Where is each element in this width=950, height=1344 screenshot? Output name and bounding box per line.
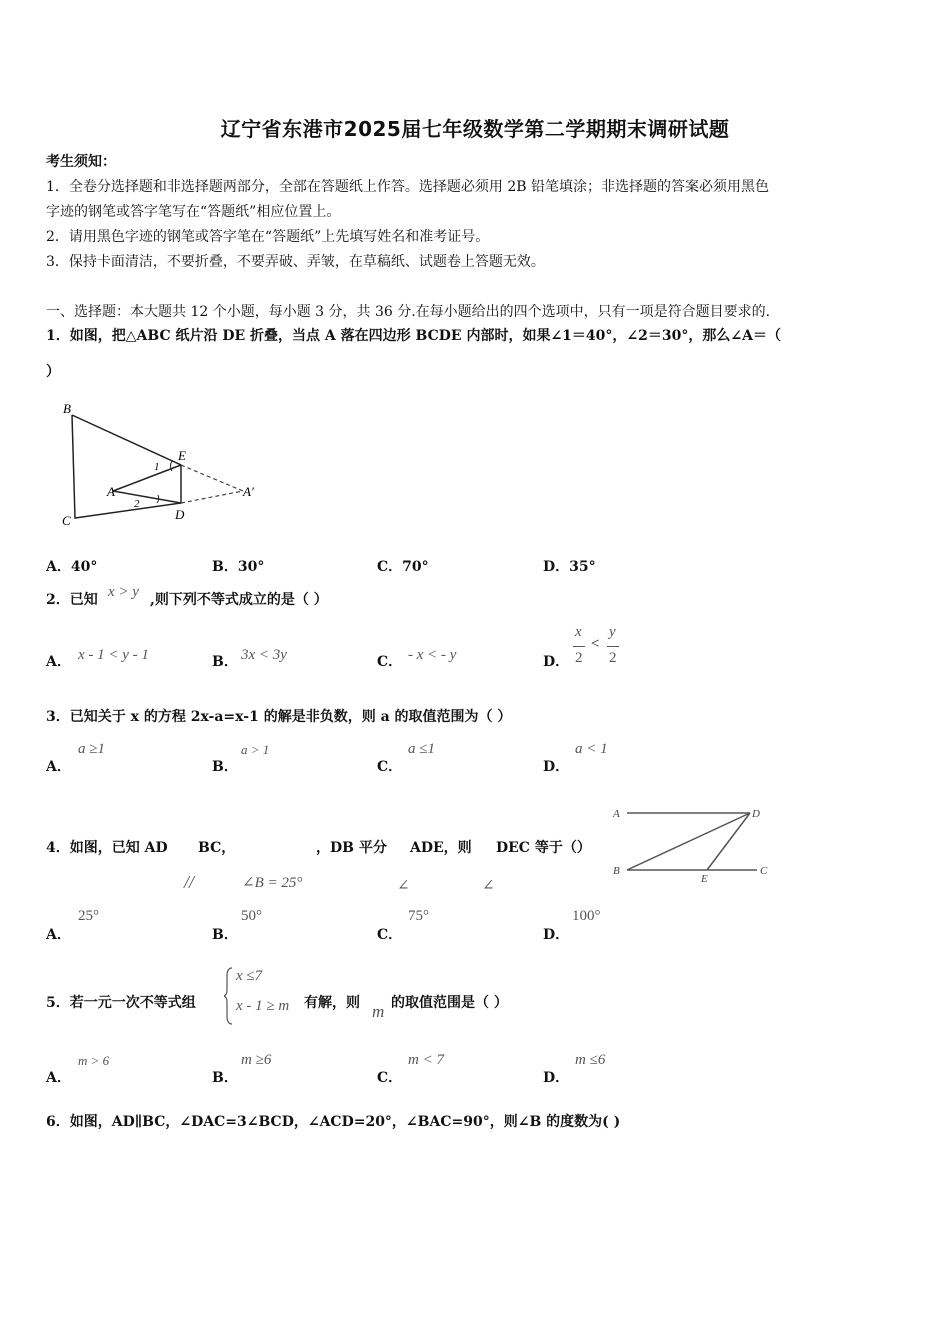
q2-d-bar1 <box>573 646 585 647</box>
q4-angle-sym-2: ∠ <box>482 878 495 894</box>
q4-parallel-symbol: // <box>184 872 195 892</box>
q3-option-c[interactable]: C． <box>377 759 403 775</box>
q1-label-a: A <box>107 484 115 499</box>
notice-line-3: 3．保持卡面清洁，不要折叠，不要弄破、弄皱，在草稿纸、试题卷上答题无效。 <box>46 254 545 270</box>
q1-label-1: 1 <box>154 461 160 473</box>
q5-option-c-math: m < 7 <box>408 1052 444 1068</box>
q4-part2: BC， <box>198 840 236 856</box>
q2-option-b[interactable]: B． <box>212 654 238 670</box>
q1-side-ad <box>113 491 181 503</box>
q2-option-a-math: x - 1 < y - 1 <box>78 647 149 663</box>
q1-label-a-prime: A′ <box>243 484 254 499</box>
q5-option-a[interactable]: A． <box>46 1070 71 1086</box>
q2-d-num2: y <box>609 624 616 640</box>
q1-label-b: B <box>63 401 71 416</box>
q3-option-a[interactable]: A． <box>46 759 71 775</box>
q1-text: 1．如图，把△ABC 纸片沿 DE 折叠，当点 A 落在四边形 BCDE 内部时，如果∠1＝40°，∠2＝30°，那么∠A＝（ <box>46 328 781 344</box>
q3-option-d[interactable]: D． <box>543 759 570 775</box>
q5-mid: 有解，则 <box>304 995 360 1011</box>
q5-brace <box>224 966 234 1026</box>
q1-label-2: 2 <box>134 498 140 510</box>
q4-part1: 4．如图，已知 AD <box>46 840 168 856</box>
q3-option-c-math: a ≤1 <box>408 741 435 757</box>
q2-d-bar2 <box>607 646 619 647</box>
q1-close: ） <box>46 364 60 380</box>
q1-label-e: E <box>178 448 186 463</box>
q1-dash-ea <box>181 465 243 491</box>
q2-d-rel: < <box>591 636 600 652</box>
notice-heading: 考生须知： <box>46 154 116 170</box>
q4-option-b-math: 50° <box>241 908 262 924</box>
q5-option-a-math: m > 6 <box>78 1053 110 1068</box>
q5-post: 的取值范围是（ ） <box>391 995 508 1011</box>
section-heading: 一、选择题：本大题共 12 个小题，每小题 3 分，共 36 分.在每小题给出的四个选项中，只有一项是符合题目要求的. <box>46 304 771 320</box>
q4-label-d: D <box>752 808 760 820</box>
q3-option-b-math: a > 1 <box>241 742 270 757</box>
q5-option-c[interactable]: C． <box>377 1070 403 1086</box>
notice-line-1a: 1．全卷分选择题和非选择题两部分，全部在答题纸上作答。选择题必须用 2B 铅笔填涂；非选择题的答案必须用黑色 <box>46 179 769 195</box>
q4-option-c[interactable]: C． <box>377 927 403 943</box>
q4-option-a-math: 25° <box>78 908 99 924</box>
q5-option-d-math: m ≤6 <box>575 1052 606 1068</box>
q1-option-a[interactable]: A．40° <box>46 559 98 575</box>
q1-angle1-arc <box>170 461 172 471</box>
q5-option-b-math: m ≥6 <box>241 1052 272 1068</box>
q4-option-a[interactable]: A． <box>46 927 71 943</box>
q1-option-c[interactable]: C．70° <box>377 559 429 575</box>
q3-option-a-math: a ≥1 <box>78 741 105 757</box>
q5-option-d[interactable]: D． <box>543 1070 570 1086</box>
q1-label-d: D <box>175 507 185 522</box>
q4-label-e: E <box>701 873 708 885</box>
q4-label-c: C <box>760 865 768 877</box>
q3-option-b[interactable]: B． <box>212 759 238 775</box>
q1-option-d[interactable]: D．35° <box>543 559 596 575</box>
q4-line-de <box>707 813 750 870</box>
q2-option-a[interactable]: A． <box>46 654 71 670</box>
q4-option-b[interactable]: B． <box>212 927 238 943</box>
q4-label-a: A <box>613 808 620 820</box>
q4-option-d-math: 100° <box>572 908 601 924</box>
q4-angle-b: ∠B = 25° <box>242 875 303 891</box>
q1-label-c: C <box>62 513 71 528</box>
q1-figure <box>55 395 270 530</box>
q2-option-c-math: - x < - y <box>408 647 457 663</box>
q4-label-b: B <box>613 865 620 877</box>
q2-option-c[interactable]: C． <box>377 654 403 670</box>
q4-option-c-math: 75° <box>408 908 429 924</box>
q4-option-d[interactable]: D． <box>543 927 570 943</box>
q2-pre: 2．已知 <box>46 592 98 608</box>
q5-ineq-1: x ≤7 <box>236 968 263 984</box>
q5-ineq-2: x - 1 ≥ m <box>236 998 290 1014</box>
q5-pre: 5．若一元一次不等式组 <box>46 995 196 1011</box>
q2-d-num1: x <box>575 624 582 640</box>
q1-quad <box>72 415 181 518</box>
q6-text: 6．如图，AD∥BC，∠DAC=3∠BCD，∠ACD=20°，∠BAC=90°，则∠B 的度数为( ) <box>46 1114 621 1130</box>
q5-option-b[interactable]: B． <box>212 1070 238 1086</box>
q2-option-b-math: 3x < 3y <box>241 647 287 663</box>
notice-line-2: 2．请用黑色字迹的钢笔或答字笔在“答题纸”上先填写姓名和准考证号。 <box>46 229 490 245</box>
q5-var: m <box>372 1002 385 1021</box>
q3-text: 3．已知关于 x 的方程 2x-a=x-1 的解是非负数，则 a 的取值范围为（ ） <box>46 709 512 725</box>
q2-option-d[interactable]: D． <box>543 654 570 670</box>
notice-line-1b: 字迹的钢笔或答字笔写在“答题纸”相应位置上。 <box>46 204 341 220</box>
q4-angle-sym-1: ∠ <box>397 878 410 894</box>
q2-post: ,则下列不等式成立的是（ ） <box>150 592 328 608</box>
q1-option-b[interactable]: B．30° <box>212 559 265 575</box>
q4-figure <box>605 798 785 888</box>
q4-part3: ，DB 平分 <box>316 840 387 856</box>
q2-d-den2: 2 <box>609 650 617 666</box>
q4-part4: ADE，则 <box>410 840 472 856</box>
q2-condition: x > y <box>108 584 139 600</box>
q2-d-den1: 2 <box>575 650 583 666</box>
page-title: 辽宁省东港市2025届七年级数学第二学期期末调研试题 <box>220 117 730 141</box>
q1-dash-da <box>181 491 243 503</box>
q4-part5: DEC 等于（） <box>496 840 591 856</box>
q4-line-bd <box>627 813 750 870</box>
q3-option-d-math: a < 1 <box>575 741 608 757</box>
